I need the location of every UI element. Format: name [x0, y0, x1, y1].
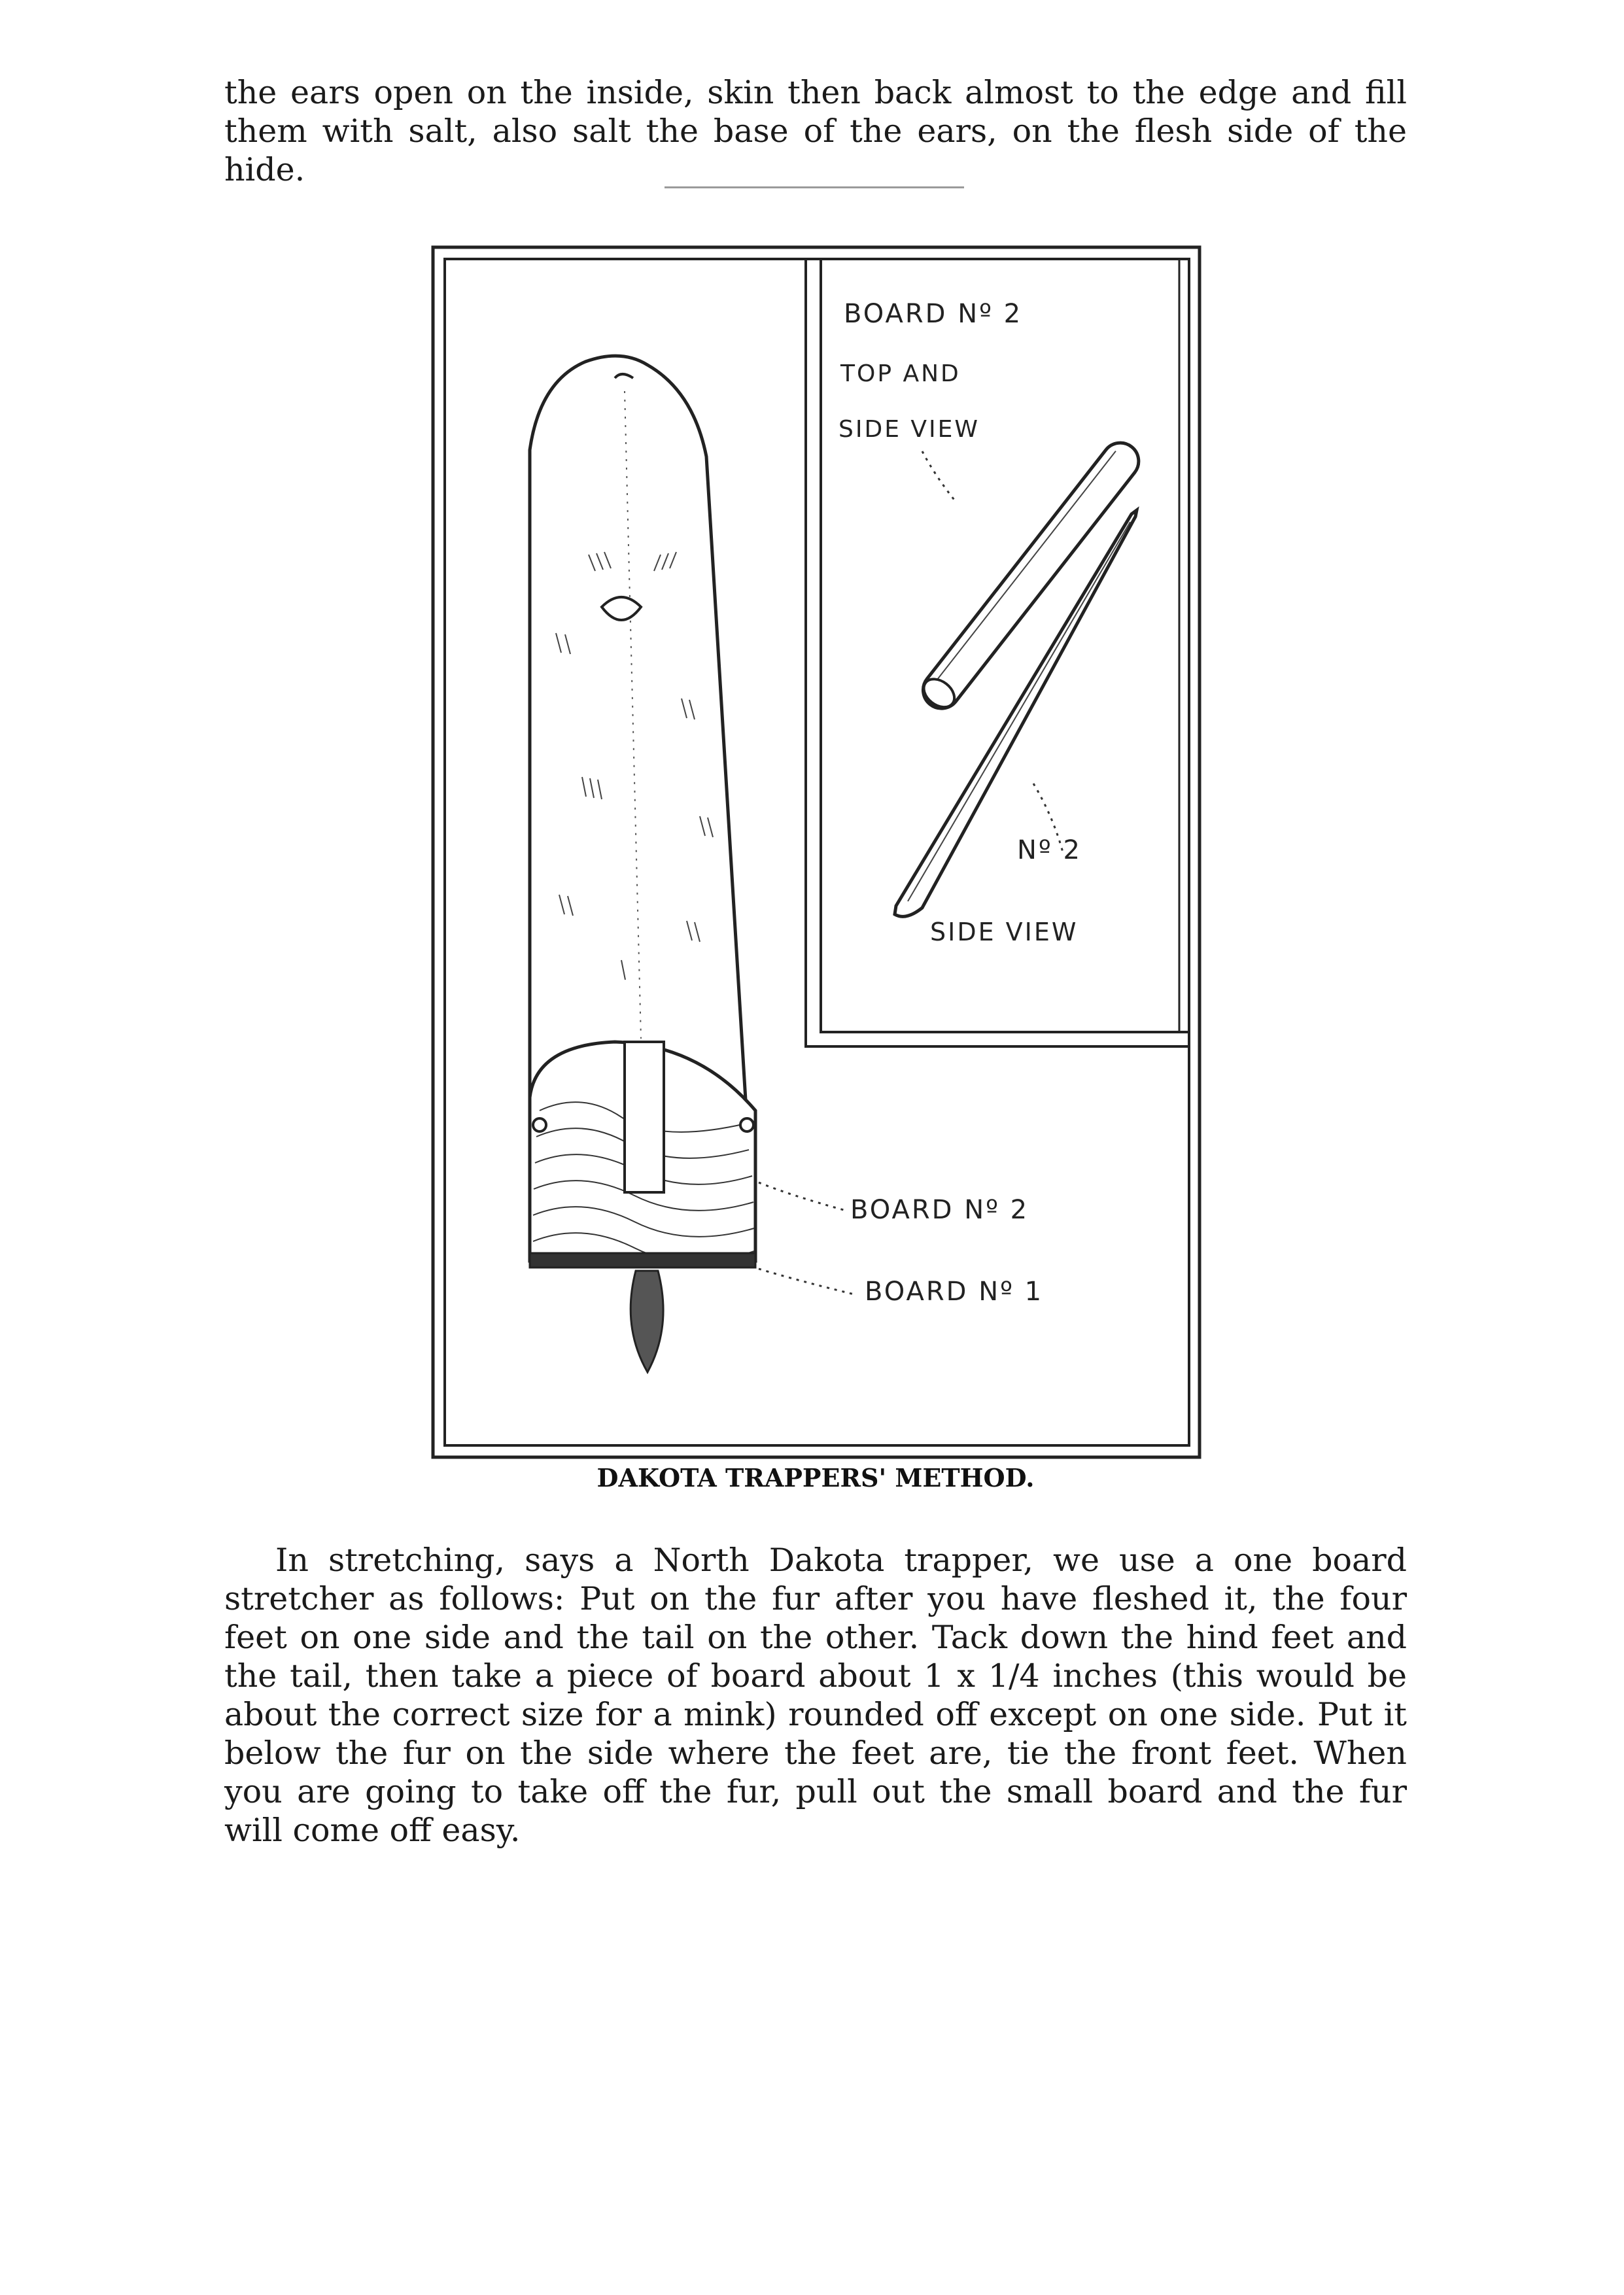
paragraph-stretching: In stretching, says a North Dakota trapper, we use a one board stretcher as follows: Put on the fur after you have fleshed it, the four feet on one side and the tail on the other. Tack down the hind feet and the tail, then take a piece of board about 1 x 1/4 inches (this would be about the correct size for a mink) rounded off except on one side. Put it below the fur on the side where the feet are, tie the front feet. When you are going to take off the fur, pull out the small board and the fur will come off easy. — [224, 1542, 1407, 1849]
paragraph-intro: the ears open on the inside, skin then back almost to the edge and fill them with salt, also salt the base of the ears, on the flesh side of the hide. — [224, 74, 1407, 188]
leader-board2 — [759, 1182, 844, 1210]
figure-caption: DAKOTA TRAPPERS' METHOD. — [596, 1463, 1035, 1493]
label-side-view-top: SIDE VIEW — [838, 416, 980, 443]
label-side-view-bottom: SIDE VIEW — [930, 918, 1079, 946]
label-no2: Nº 2 — [1017, 835, 1082, 865]
leader-board1 — [759, 1269, 857, 1295]
stretcher-illustration — [425, 241, 1210, 1467]
section-divider — [665, 186, 964, 188]
stretched-pelt — [530, 356, 755, 1372]
label-board2-pointer: BOARD Nº 2 — [850, 1195, 1029, 1225]
label-top-and: TOP AND — [840, 360, 961, 387]
label-board1-pointer: BOARD Nº 1 — [865, 1277, 1044, 1307]
leader-top-view — [922, 451, 956, 502]
label-board2-heading: BOARD Nº 2 — [844, 299, 1023, 329]
board2-top-view — [916, 436, 1146, 716]
